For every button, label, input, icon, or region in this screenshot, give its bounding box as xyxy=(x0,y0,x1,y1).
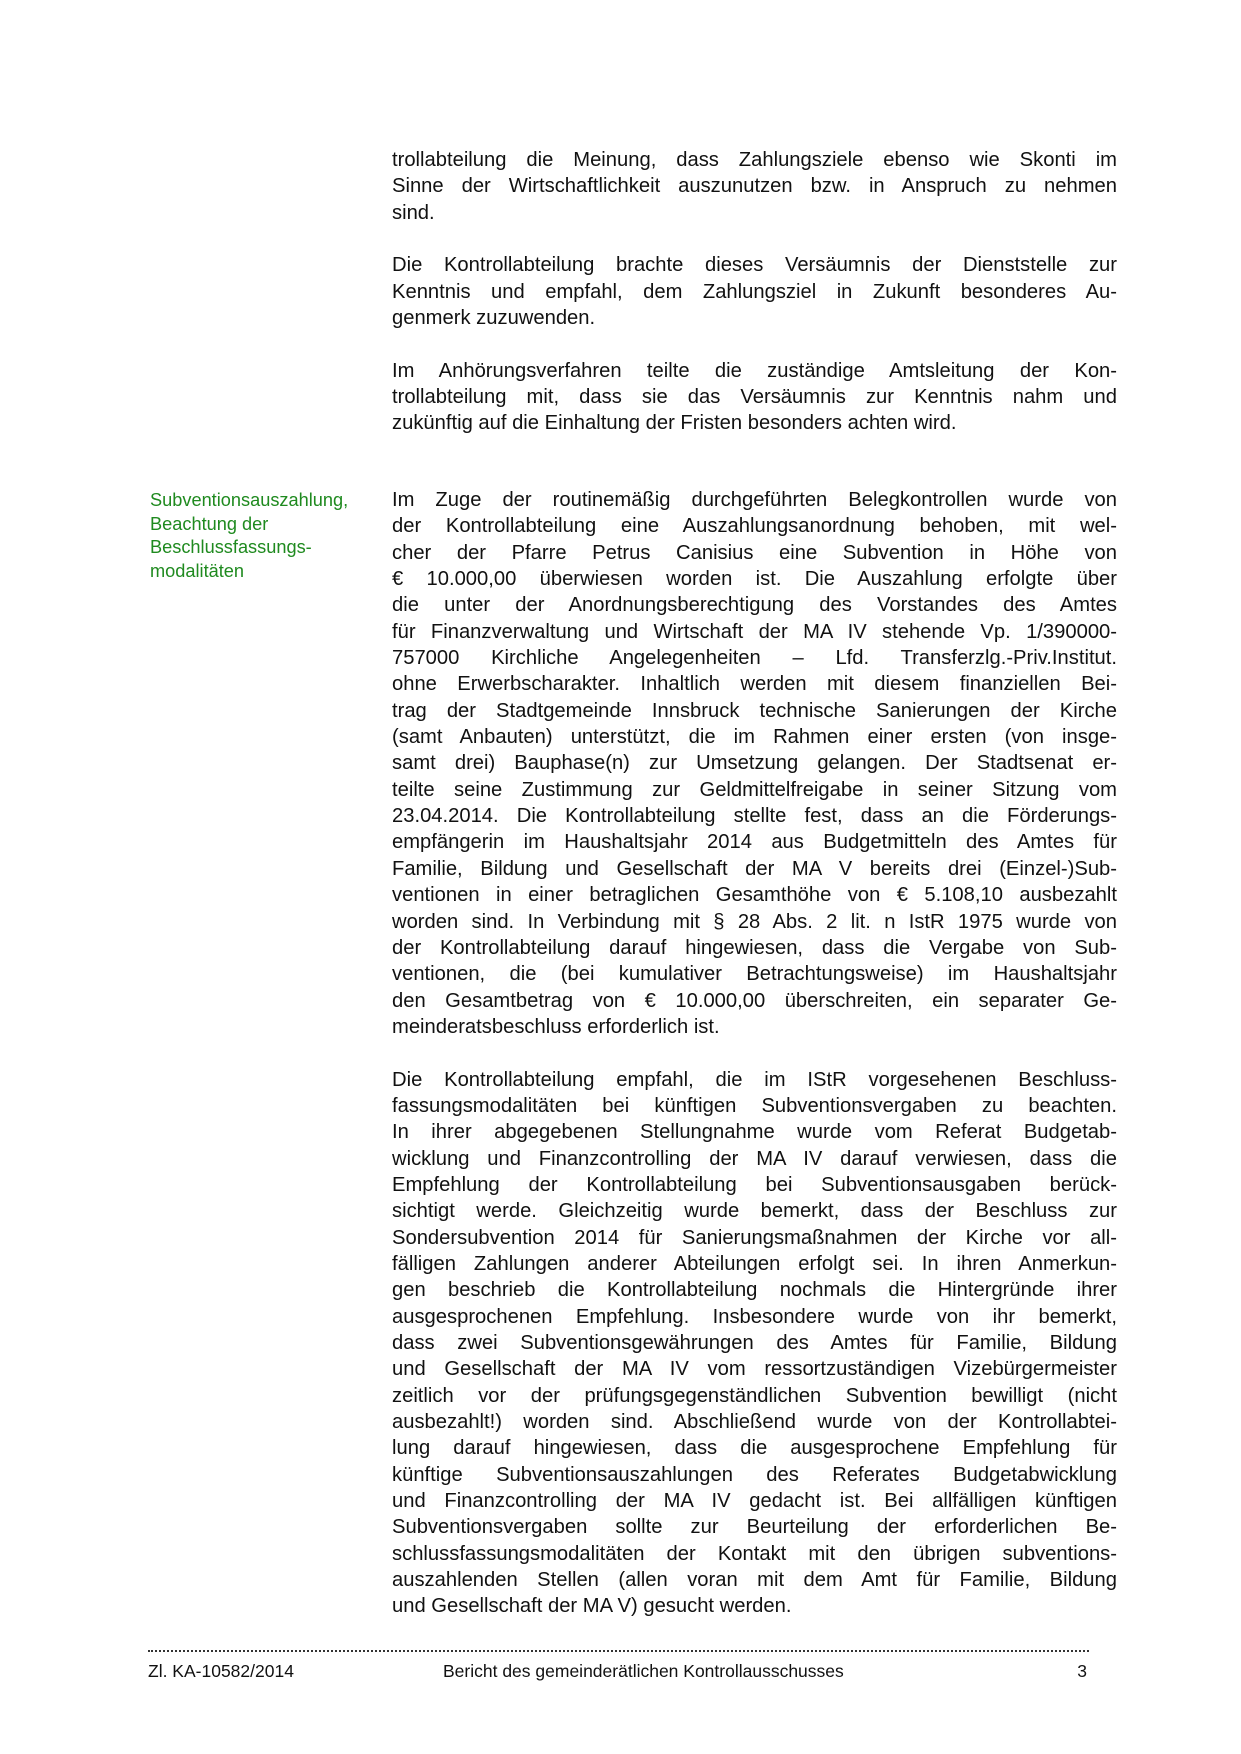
text-line: (samt Anbauten) unterstützt, die im Rahmen einer ersten (von insge- xyxy=(392,726,1117,749)
text-line: schlussfassungsmodalitäten der Kontakt mit den übrigen subventions- xyxy=(392,1542,1117,1565)
text-line: für Finanzverwaltung und Wirtschaft der MA IV stehende Vp. 1/390000- xyxy=(392,620,1117,643)
text-line: empfängerin im Haushaltsjahr 2014 aus Budgetmitteln des Amtes für xyxy=(392,831,1117,854)
text-line: teilte seine Zustimmung zur Geldmittelfreigabe in seiner Sitzung vom xyxy=(392,778,1117,801)
text-line: € 10.000,00 überwiesen worden ist. Die Auszahlung erfolgte über xyxy=(392,568,1117,591)
text-line: ausbezahlt!) worden sind. Abschließend wurde von der Kontrollabtei- xyxy=(392,1411,1117,1434)
paragraph-anhoerungsverfahren xyxy=(392,358,1117,437)
text-line: wicklung und Finanzcontrolling der MA IV darauf verwiesen, dass die xyxy=(392,1147,1117,1170)
section-text-block xyxy=(392,487,1117,1620)
footer-title: Bericht des gemeinderätlichen Kontrollausschusses xyxy=(443,1661,844,1681)
page-footer xyxy=(148,1660,1089,1682)
text-line: trollabteilung mit, dass sie das Versäumnis zur Kenntnis nahm und xyxy=(392,386,1117,409)
text-line: und Gesellschaft der MA V) gesucht werden. xyxy=(392,1595,792,1618)
text-line: zukünftig auf die Einhaltung der Fristen besonders achten wird. xyxy=(392,412,957,435)
text-line: trag der Stadtgemeinde Innsbruck technische Sanierungen der Kirche xyxy=(392,699,1117,722)
text-line: Im Zuge der routinemäßig durchgeführten Belegkontrollen wurde von xyxy=(392,489,1117,511)
text-line: meinderatsbeschluss erforderlich ist. xyxy=(392,1015,720,1038)
paragraph-versaeumnis xyxy=(392,252,1117,331)
text-line: worden sind. In Verbindung mit § 28 Abs. 2 lit. n IstR 1975 wurde von xyxy=(392,910,1117,933)
text-line: Sinne der Wirtschaftlichkeit auszunutzen bzw. in Anspruch zu nehmen xyxy=(392,175,1117,198)
text-line: dass zwei Subventionsgewährungen des Amtes für Familie, Bildung xyxy=(392,1332,1117,1354)
side-heading-line: Beschlussfassungs- xyxy=(150,537,312,558)
text-line: Die Kontrollabteilung empfahl, die im IStR vorgesehenen Beschluss- xyxy=(392,1068,1117,1091)
text-line: 757000 Kirchliche Angelegenheiten – Lfd. Transferzlg.-Priv.Institut. xyxy=(392,647,1117,670)
footer-reference: Zl. KA-10582/2014 xyxy=(148,1661,294,1681)
text-line: Subventionsvergaben sollte zur Beurteilung der erforderlichen Be- xyxy=(392,1516,1117,1539)
text-line: samt drei) Bauphase(n) zur Umsetzung gelangen. Der Stadtsenat er- xyxy=(392,752,1117,775)
text-line: der Kontrollabteilung darauf hingewiesen, dass die Vergabe von Sub- xyxy=(392,936,1117,959)
page-number: 3 xyxy=(1077,1661,1087,1681)
side-heading-line: modalitäten xyxy=(150,561,245,582)
text-line: gen beschrieb die Kontrollabteilung nochmals die Hintergründe ihrer xyxy=(392,1279,1117,1302)
text-line: und Finanzcontrolling der MA IV gedacht ist. Bei allfälligen künftigen xyxy=(392,1490,1117,1513)
text-line: künftige Subventionsauszahlungen des Referates Budgetabwicklung xyxy=(392,1463,1117,1486)
text-line: und Gesellschaft der MA IV vom ressortzuständigen Vizebürgermeister xyxy=(392,1358,1117,1381)
text-line: ventionen, die (bei kumulativer Betrachtungsweise) im Haushaltsjahr xyxy=(392,963,1117,986)
text-line: Sondersubvention 2014 für Sanierungsmaßnahmen der Kirche vor all- xyxy=(392,1226,1117,1249)
text-line: In ihrer abgegebenen Stellungnahme wurde vom Referat Budgetab- xyxy=(392,1121,1117,1144)
text-line: den Gesamtbetrag von € 10.000,00 überschreiten, ein separater Ge- xyxy=(392,989,1117,1012)
text-line: 23.04.2014. Die Kontrollabteilung stellte fest, dass an die Förderungs- xyxy=(392,805,1117,828)
text-line: genmerk zuzuwenden. xyxy=(392,307,596,330)
text-line: sind. xyxy=(392,201,435,224)
text-line: ohne Erwerbscharakter. Inhaltlich werden mit diesem finanziellen Bei- xyxy=(392,673,1117,696)
text-line: zeitlich vor der prüfungsgegenständlichen Subvention bewilligt (nicht xyxy=(392,1384,1117,1407)
text-line: fälligen Zahlungen anderer Abteilungen erfolgt sei. In ihren Anmerkun- xyxy=(392,1252,1117,1275)
section-side-heading xyxy=(150,489,380,584)
text-line: Empfehlung der Kontrollabteilung bei Subventionsausgaben berück- xyxy=(392,1173,1117,1196)
intro-text-block xyxy=(392,147,1117,437)
text-line: trollabteilung die Meinung, dass Zahlungsziele ebenso wie Skonti im xyxy=(392,149,1117,171)
text-line: der Kontrollabteilung eine Auszahlungsanordnung behoben, mit wel- xyxy=(392,515,1117,538)
paragraph-skonti xyxy=(392,147,1117,226)
text-line: fassungsmodalitäten bei künftigen Subventionsvergaben zu beachten. xyxy=(392,1094,1117,1117)
paragraph-empfehlung xyxy=(392,1067,1117,1620)
text-line: ausgesprochenen Empfehlung. Insbesondere wurde von ihr bemerkt, xyxy=(392,1305,1117,1328)
text-line: ventionen in einer betraglichen Gesamthöhe von € 5.108,10 ausbezahlt xyxy=(392,884,1117,907)
side-heading-line: Subventionsauszahlung, xyxy=(150,490,349,510)
text-line: sichtigt werde. Gleichzeitig wurde bemerkt, dass der Beschluss zur xyxy=(392,1200,1117,1223)
text-line: die unter der Anordnungsberechtigung des Vorstandes des Amtes xyxy=(392,594,1117,617)
text-line: Die Kontrollabteilung brachte dieses Versäumnis der Dienststelle zur xyxy=(392,254,1117,277)
side-heading-line: Beachtung der xyxy=(150,513,269,534)
footer-dotted-rule xyxy=(148,1650,1089,1652)
text-line: Familie, Bildung und Gesellschaft der MA V bereits drei (Einzel-)Sub- xyxy=(392,857,1117,880)
paragraph-subventionsauszahlung xyxy=(392,487,1117,1040)
text-line: Kenntnis und empfahl, dem Zahlungsziel in Zukunft besonderes Au- xyxy=(392,280,1117,303)
text-line: cher der Pfarre Petrus Canisius eine Subvention in Höhe von xyxy=(392,541,1117,564)
text-line: auszahlenden Stellen (allen voran mit dem Amt für Familie, Bildung xyxy=(392,1569,1117,1592)
text-line: Im Anhörungsverfahren teilte die zuständige Amtsleitung der Kon- xyxy=(392,359,1117,382)
text-line: lung darauf hingewiesen, dass die ausgesprochene Empfehlung für xyxy=(392,1437,1117,1460)
